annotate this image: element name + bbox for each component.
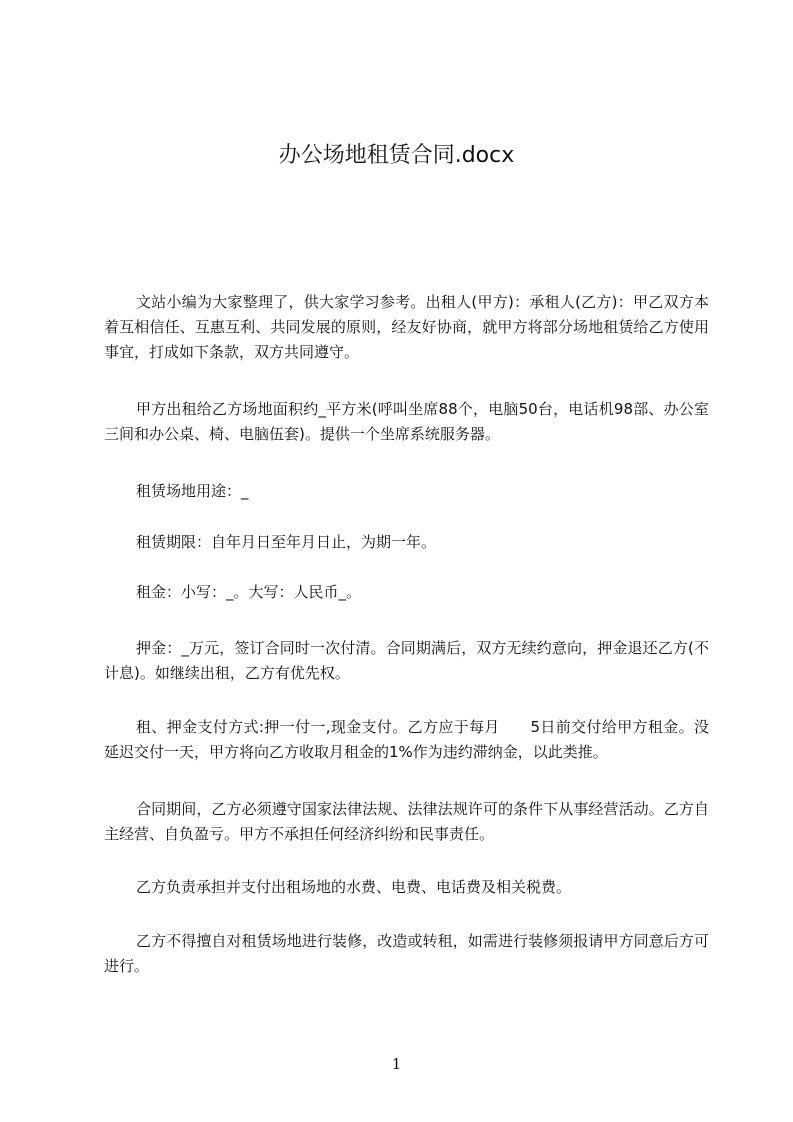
page-number: 1: [391, 1055, 402, 1073]
paragraph-area: 甲方出租给乙方场地面积约_平方米(呼叫坐席88个，电脑50台，电话机98部、办公室三间和办公桌、椅、电脑伍套)。提供一个坐席系统服务器。: [104, 400, 709, 443]
paragraph-usage: 租赁场地用途：_: [136, 482, 249, 500]
paragraph-payment: 租、押金支付方式:押一付一,现金支付。乙方应于每月 5日前交付给甲方租金。没延迟交付一天，甲方将向乙方收取月租金的1%作为违约滞纳金，以此类推。: [104, 718, 709, 761]
paragraph-utilities: 乙方负责承担并支付出租场地的水费、电费、电话费及相关税费。: [136, 878, 572, 896]
paragraph-renovation: 乙方不得擅自对租赁场地进行装修，改造或转租，如需进行装修须报请甲方同意后方可进行。: [104, 932, 709, 975]
document-title: 办公场地租赁合同.docx: [278, 143, 515, 168]
paragraph-rent: 租金：小写：_。大写：人民币_。: [136, 583, 362, 601]
paragraph-deposit: 押金：_万元，签订合同时一次付清。合同期满后，双方无续约意向，押金退还乙方(不计息)。如继续出租，乙方有优先权。: [104, 639, 709, 682]
paragraph-intro: 文站小编为大家整理了，供大家学习参考。出租人(甲方)：承租人(乙方)：甲乙双方本着互相信任、互惠互利、共同发展的原则，经友好协商，就甲方将部分场地租赁给乙方使用事宜，打成如下条款，双方共同遵守。: [104, 293, 709, 361]
paragraph-term: 租赁期限：自年月日至年月日止，为期一年。: [136, 533, 437, 551]
paragraph-compliance: 合同期间，乙方必须遵守国家法律法规、法律法规许可的条件下从事经营活动。乙方自主经营、自负盈亏。甲方不承担任何经济纠纷和民事责任。: [104, 800, 709, 843]
